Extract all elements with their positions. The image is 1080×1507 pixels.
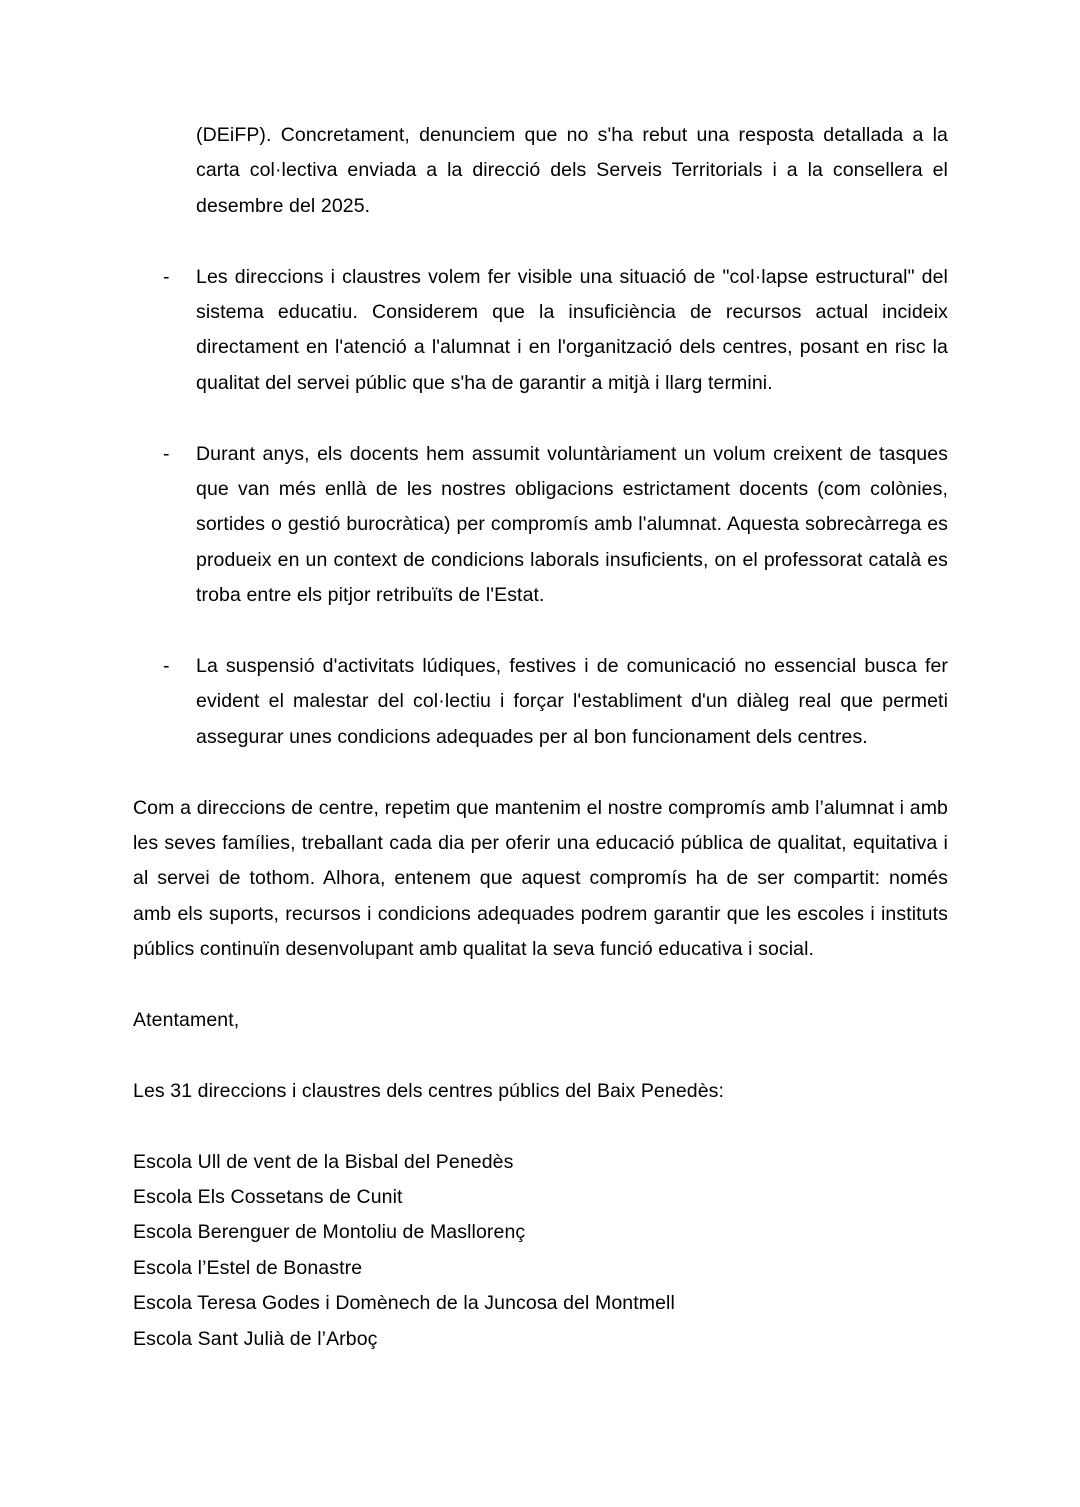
bullet-dash-icon: - <box>163 442 170 465</box>
bullet-item <box>133 649 948 755</box>
school-item: Escola Berenguer de Montoliu de Masllorenç <box>133 1221 526 1244</box>
letter-content <box>133 118 948 1357</box>
intro-continuation-paragraph: (DEiFP). Concretament, denunciem que no s'ha rebut una resposta detallada a la carta col·lectiva enviada a la direcció dels Serveis Territorials i a la consellera el desembre del 2025. <box>196 124 948 217</box>
school-item: Escola Sant Julià de l’Arboç <box>133 1327 378 1350</box>
signatories-intro: Les 31 direccions i claustres dels centres públics del Baix Penedès: <box>133 1079 725 1102</box>
school-item: Escola l’Estel de Bonastre <box>133 1256 363 1279</box>
bullet-item <box>133 260 948 402</box>
bullet-item <box>133 437 948 614</box>
school-item: Escola Els Cossetans de Cunit <box>133 1186 403 1209</box>
bullet-dash-icon: - <box>163 265 170 288</box>
bullet-text: Les direccions i claustres volem fer visible una situació de "col·lapse estructural" del sistema educatiu. Considerem que la insuficiència de recursos actual incideix directament en l'atenció a l'alumnat i en l'organització dels centres, posant en risc la qualitat del servei públic que s'ha de garantir a mitjà i llarg termini. <box>196 265 948 394</box>
school-item: Escola Teresa Godes i Domènech de la Juncosa del Montmell <box>133 1292 675 1315</box>
bullet-dash-icon: - <box>163 655 170 678</box>
school-list <box>133 1145 948 1357</box>
school-item: Escola Ull de vent de la Bisbal del Penedès <box>133 1150 514 1173</box>
signoff: Atentament, <box>133 1009 240 1032</box>
bullet-text: Durant anys, els docents hem assumit voluntàriament un volum creixent de tasques que van més enllà de les nostres obligacions estrictament docents (com colònies, sortides o gestió burocràtica) per compromís amb l'alumnat. Aquesta sobrecàrrega es produeix en un context de condicions laborals insuficients, on el professorat català es troba entre els pitjor retribuïts de l'Estat. <box>196 442 948 607</box>
bullet-text: La suspensió d'activitats lúdiques, festives i de comunicació no essencial busca fer evident el malestar del col·lectiu i forçar l'establiment d'un diàleg real que permeti assegurar unes condicions adequades per al bon funcionament dels centres. <box>196 655 948 748</box>
closing-paragraph: Com a direccions de centre, repetim que mantenim el nostre compromís amb l’alumnat i amb les seves famílies, treballant cada dia per oferir una educació pública de qualitat, equitativa i al servei de tothom. Alhora, entenem que aquest compromís ha de ser compartit: només amb els suports, recursos i condicions adequades podrem garantir que les escoles i instituts públics continuïn desenvolupant amb qualitat la seva funció educativa i social. <box>133 796 948 961</box>
